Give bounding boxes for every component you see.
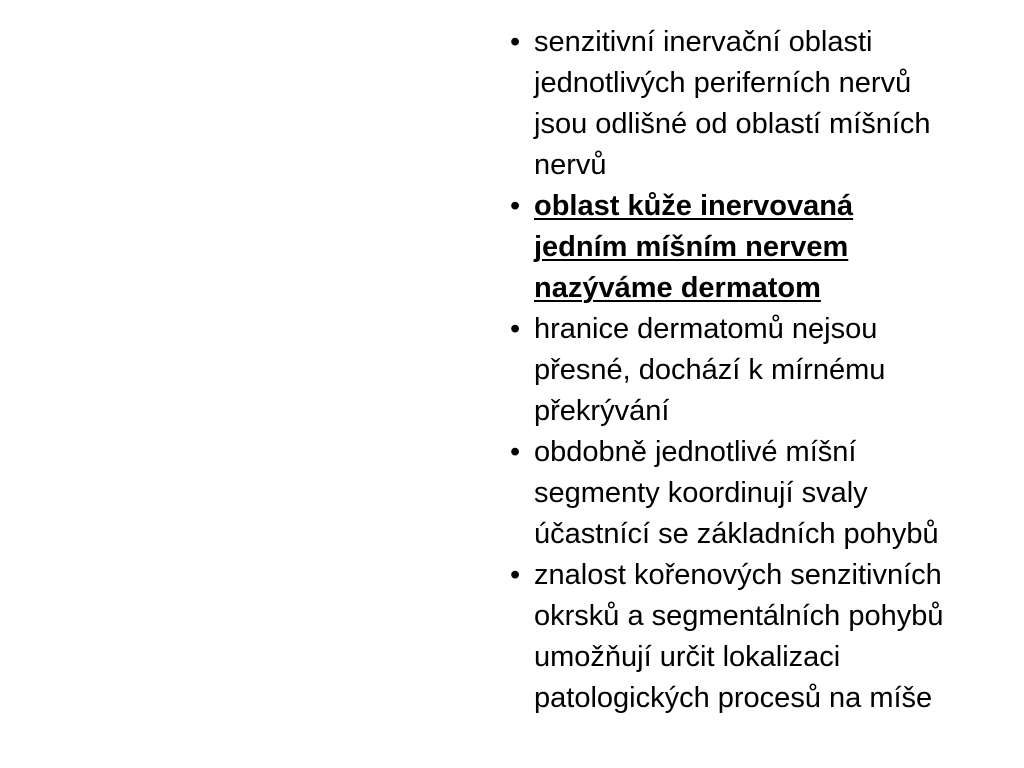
- bullet-line: segmenty koordinují svaly: [534, 477, 868, 509]
- bullet-item-senzitivni-oblasti: [510, 22, 1024, 186]
- bullet-line: překrývání: [534, 395, 670, 427]
- bullet-line: znalost kořenových senzitivních: [534, 559, 942, 591]
- bullet-line: okrsků a segmentálních pohybů: [534, 600, 944, 632]
- bullet-item-misni-segmenty: [510, 432, 1024, 555]
- bullet-line: účastnící se základních pohybů: [534, 518, 939, 550]
- bullet-point-icon: •: [510, 313, 521, 345]
- bullet-line: nervů: [534, 149, 607, 181]
- bullet-line: umožňují určit lokalizaci: [534, 641, 841, 673]
- bullet-line: přesné, dochází k mírnému: [534, 354, 886, 386]
- bullet-line: jsou odlišné od oblastí míšních: [534, 108, 931, 140]
- bullet-line: senzitivní inervační oblasti: [534, 26, 873, 58]
- bullet-item-dermatom-definition: [510, 186, 1024, 309]
- bullet-point-icon: •: [510, 559, 521, 591]
- bullet-line: jedním míšním nervem: [534, 231, 849, 263]
- bullet-text: [534, 432, 1024, 555]
- bullet-text: [534, 22, 1024, 186]
- bullet-line: hranice dermatomů nejsou: [534, 313, 878, 345]
- bullet-list: [510, 22, 1024, 719]
- bullet-item-hranice-dermatomu: [510, 309, 1024, 432]
- bullet-line: patologických procesů na míše: [534, 682, 933, 714]
- bullet-item-lokalizace-procesu: [510, 555, 1024, 719]
- bullet-line: oblast kůže inervovaná: [534, 190, 854, 222]
- bullet-text: [534, 555, 1024, 719]
- bullet-point-icon: •: [510, 26, 521, 58]
- bullet-line: nazýváme dermatom: [534, 272, 821, 304]
- bullet-point-icon: •: [510, 190, 521, 222]
- bullet-point-icon: •: [510, 436, 521, 468]
- bullet-line: jednotlivých periferních nervů: [534, 67, 912, 99]
- bullet-line: obdobně jednotlivé míšní: [534, 436, 857, 468]
- bullet-text: [534, 309, 1024, 432]
- blank-left-area: [0, 0, 500, 768]
- bullet-text: [534, 186, 1024, 309]
